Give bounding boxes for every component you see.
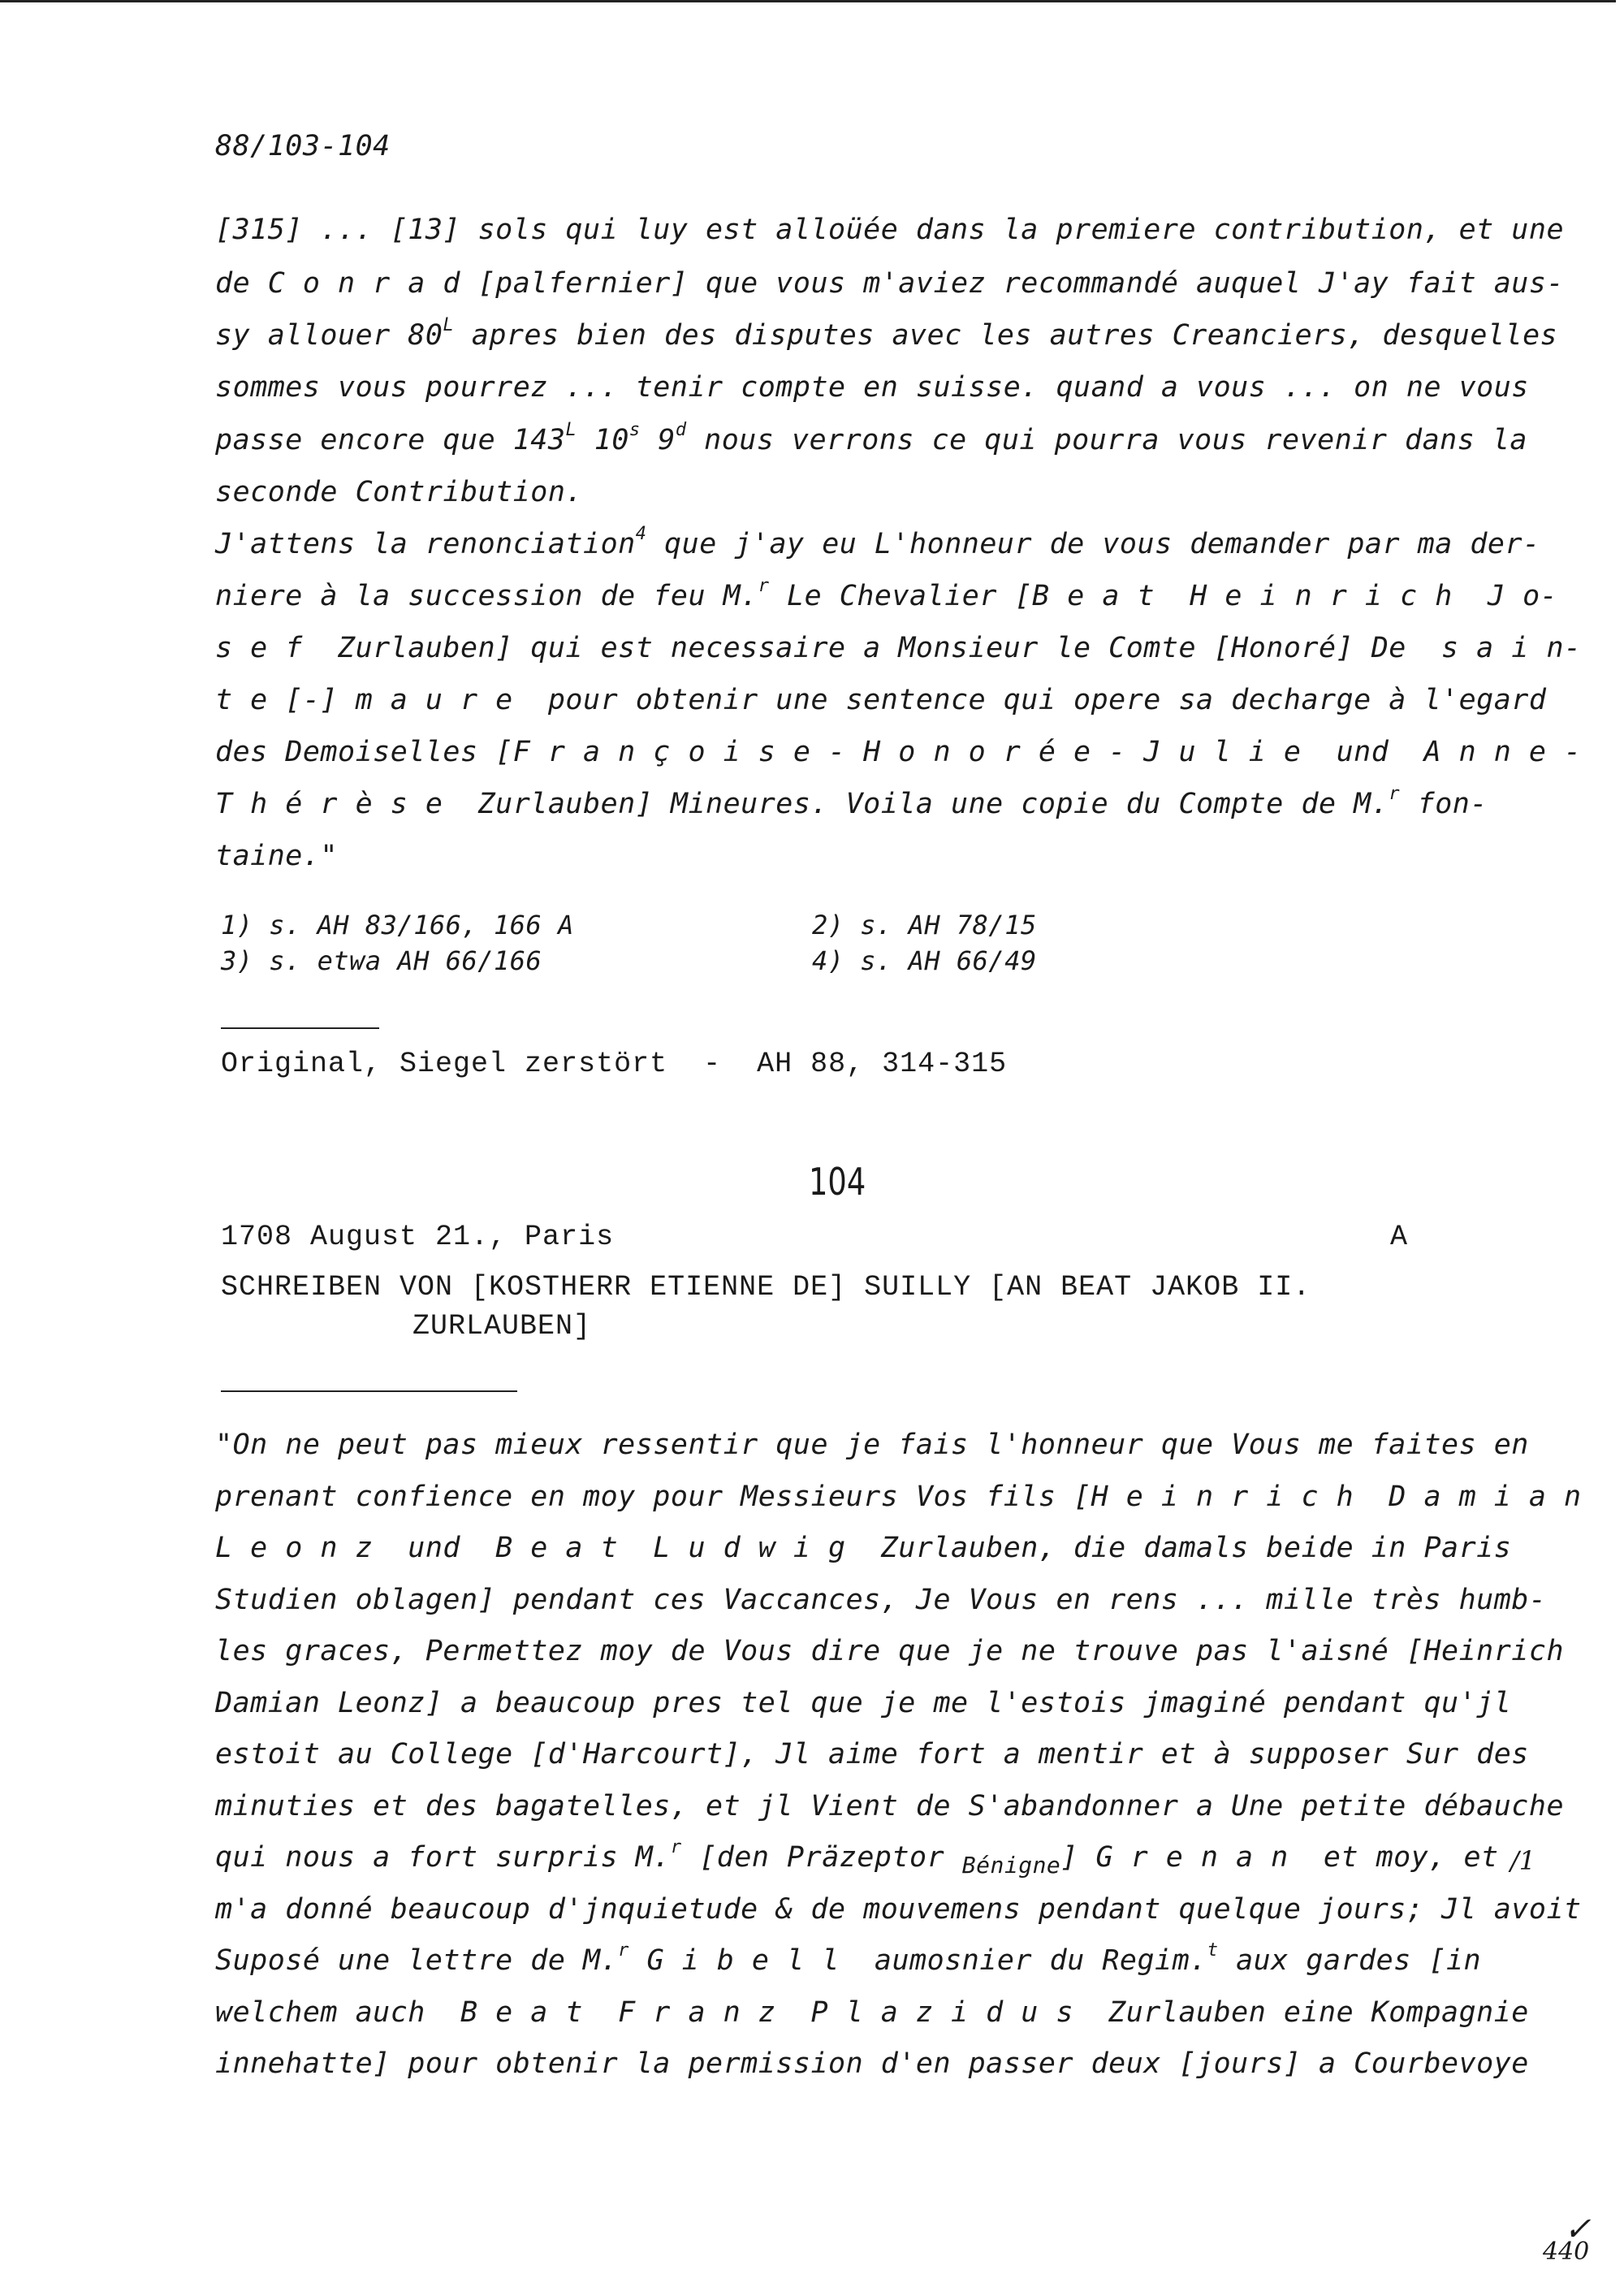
text-line: seconde Contribution. (215, 476, 584, 508)
text-line: de C o n r a d [palfernier] que vous m'aviez recommandé auquel J'ay fait aus- (215, 267, 1565, 300)
footnote-1: 1) s. AH 83/166, 166 A (221, 910, 574, 940)
scan-top-border (0, 0, 1616, 2)
text-line: L e o n z und B e a t L u d w i g Zurlauben, die damals beide in Paris (215, 1532, 1512, 1564)
text-line: innehatte] pour obtenir la permission d'en passer deux [jours] a Courbevoye (215, 2047, 1529, 2080)
text-line: taine." (215, 840, 339, 872)
document-type: A (1390, 1221, 1409, 1253)
text-line: "On ne peut pas mieux ressentir que je fais l'honneur que Vous me faites en (215, 1429, 1529, 1461)
text-line: [315] ... [13] sols qui luy est alloüée dans la premiere contribution, et une (215, 214, 1565, 246)
text-line: sommes vous pourrez ... tenir compte en suisse. quand a vous ... on ne vous (215, 371, 1529, 404)
footnote-4: 4) s. AH 66/49 (812, 945, 1037, 976)
text-line: passe encore que $143^L$ 10$^s$ 9$^d$ nous verrons ce qui pourra vous revenir dans la (215, 420, 1528, 456)
separator-rule (221, 1390, 517, 1392)
document-title-line2: ZURLAUBEN] (412, 1310, 592, 1343)
text-line: minuties et des bagatelles, et jl Vient de S'abandonner a Une petite débauche (215, 1790, 1565, 1822)
check-mark: ✓ (1564, 2211, 1592, 2248)
text-line: Studien oblagen] pendant ces Vaccances, Je Vous en rens ... mille très humb- (215, 1584, 1547, 1616)
archive-reference: 88/103-104 (215, 130, 391, 162)
text-line: Suposé une lettre de M.$^r$ G i b e l l aumosnier du Regim.$^t$ aux gardes [in (215, 1940, 1482, 1977)
text-line: m'a donné beaucoup d'jnquietude & de mouvemens pendant quelque jours; Jl avoit (215, 1893, 1582, 1926)
text-line: s e f Zurlauben] qui est necessaire a Monsieur le Comte [Honoré] De s a i n- (215, 632, 1582, 664)
text-line: T h é r è s e Zurlauben] Mineures. Voila une copie du Compte de M.$^r$ fon- (215, 784, 1488, 820)
text-line: sy allouer $80^L$ apres bien des disputes avec les autres Creanciers, desquelles (215, 315, 1558, 352)
text-line: prenant confience en moy pour Messieurs Vos fils [H e i n r i c h D a m i a n (215, 1481, 1582, 1513)
footnote-2: 2) s. AH 78/15 (812, 910, 1037, 940)
source-note: Original, Siegel zerstört - AH 88, 314-315 (221, 1048, 1008, 1080)
page-number-handwritten: 440 (1543, 2238, 1590, 2266)
document-date: 1708 August 21., Paris (221, 1221, 615, 1253)
text-line: t e [-] m a u r e pour obtenir une sentence qui opere sa decharge à l'egard (215, 684, 1547, 716)
text-line: J'attens la renonciation$^4$ que j'ay eu L'honneur de vous demander par ma der- (215, 524, 1540, 560)
text-line: qui nous a fort surpris M.$^r$ [den Präzeptor $_{Bénigne}$] G r e n a n et moy, et (215, 1837, 1499, 1879)
text-line: Damian Leonz] a beaucoup pres tel que je me l'estois jmaginé pendant qu'jl (215, 1687, 1512, 1719)
text-line: welchem auch B e a t F r a n z P l a z i d u s Zurlauben eine Kompagnie (215, 1996, 1529, 2029)
text-line: niere à la succession de feu M.$^r$ Le Chevalier [B e a t H e i n r i c h J o- (215, 576, 1558, 612)
text-line: les graces, Permettez moy de Vous dire que je ne trouve pas l'aisné [Heinrich (215, 1635, 1565, 1667)
separator-rule (221, 1027, 379, 1029)
margin-mark: /1 (1510, 1845, 1536, 1876)
text-line: estoit au College [d'Harcourt], Jl aime fort a mentir et à supposer Sur des (215, 1738, 1529, 1771)
text-line: des Demoiselles [F r a n ç o i s e - H o n o r é e - J u l i e und A n n e - (215, 736, 1582, 768)
document-title-line1: SCHREIBEN VON [KOSTHERR ETIENNE DE] SUILLY [AN BEAT JAKOB II. (221, 1271, 1311, 1304)
footnote-3: 3) s. etwa AH 66/166 (221, 945, 542, 976)
document-number: 104 (809, 1160, 866, 1204)
